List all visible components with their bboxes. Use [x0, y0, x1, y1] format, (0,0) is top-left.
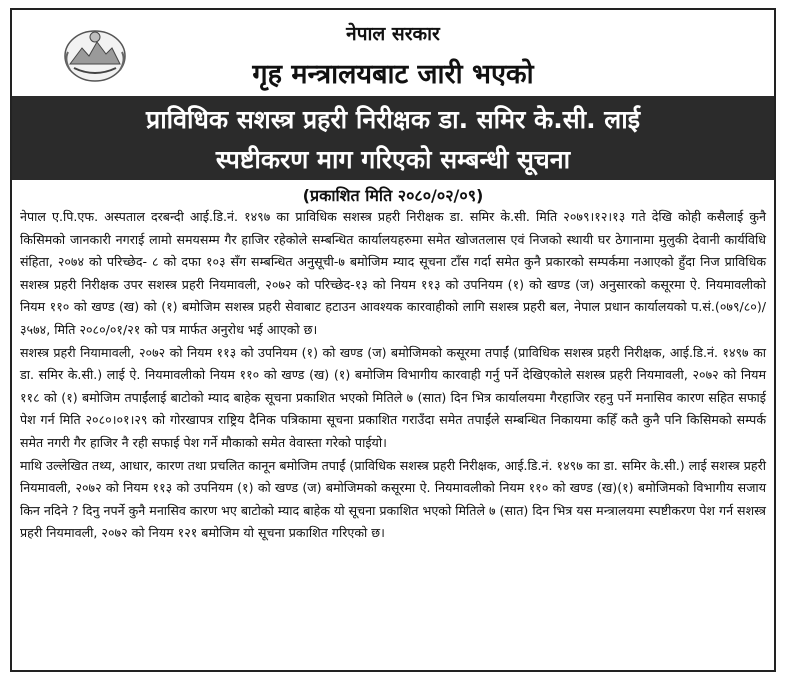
notice-title-line2: स्पष्टीकरण माग गरिएको सम्बन्धी सूचना [215, 145, 571, 174]
government-name: नेपाल सरकार [346, 23, 440, 45]
body-paragraph: सशस्त्र प्रहरी नियामावली, २०७२ को नियम ११३ को उपनियम (१) को खण्ड (ज) बमोजिमको कसूरमा तपाईं (प्राविधिक सशस्त्र प्रहरी निरीक्षक, आई.डि.नं. १४९७ का डा. समिर के.सी.) लाई ऐ. नियमावलीको नियम ११० को खण्ड (ख) (१) बमोजिम विभागीय कारवाही गर्नु पर्ने देखिएकोले सशस्त्र प्रहरी नियमावली, २०७२ को नियम ११८ को (१) बमोजिम तपाईंलाई बाटोको म्याद बाहेक सूचना प्रकाशित भएको मितिले ७ (सात) दिन भित्र कार्यालयमा गैरहाजिर रहनु पर्ने मनासिव कारण सहित सफाई पेश गर्न मिति २०८०।०१।२९ को गोरखापत्र राष्ट्रिय दैनिक पत्रिकामा सूचना प्रकाशित गराउँदा समेत तपाईंले सम्बन्धित निकायमा कहिँ कतै कुनै पनि किसिमको सम्पर्क समेत नगरी गैर हाजिर नै रही सफाई पेश गर्ने मौकाको समेत वेवास्ता गरेको पाईयो। [20, 344, 766, 450]
title-banner [12, 96, 774, 180]
issuing-ministry: गृह मन्त्रालयबाट जारी भएको [252, 59, 534, 90]
notice-box [10, 8, 776, 672]
body-paragraph: नेपाल ए.पि.एफ. अस्पताल दरबन्दी आई.डि.नं. १४९७ का प्राविधिक सशस्त्र प्रहरी निरीक्षक डा. समिर के.सी. मिति २०७९।१२।१३ गते देखि कोही कसैलाई कुनै किसिमको जानकारी नगराई लामो समयसम्म गैर हाजिर रहेकोले सम्बन्धित कार्यालयहरुमा समेत खोजतलास एवं निजको स्थायी घर ठेगानामा मुलुकी देवानी कार्यविधि संहिता, २०७४ को परिच्छेद- ८ को दफा १०३ सँग सम्बन्धित अनुसूची-७ बमोजिम म्याद सूचना टाँस गर्दा समेत कुनै प्रकारको सम्पर्कमा नआएको हुँदा निज प्राविधिक सशस्त्र प्रहरी निरीक्षक उपर सशस्त्र प्रहरी नियमावली, २०७२ को परिच्छेद-१३ को नियम ११३ को उपनियम (१) को खण्ड (ज) अनुसारको कसूरमा ऐ. नियमावलीको नियम ११० को खण्ड (ख) को (१) बमोजिम सशस्त्र प्रहरी सेवाबाट हटाउन आवश्यक कारवाहीको लागि सशस्त्र प्रहरी बल, नेपाल प्रधान कार्यालयको प.सं.(०७९/८०)/३५७४, मिति २०८०/०१/२१ को पत्र मार्फत अनुरोध भई आएको छ। [20, 209, 766, 337]
body-paragraph: माथि उल्लेखित तथ्य, आधार, कारण तथा प्रचलित कानून बमोजिम तपाईं (प्राविधिक सशस्त्र प्रहरी निरीक्षक, आई.डि.नं. १४९७ का डा. समिर के.सी.) लाई सशस्त्र प्रहरी नियमावली, २०७२ को नियम ११३ को उपनियम (१) को खण्ड (ज) बमोजिमको कसूरमा ऐ. नियमावलीको नियम ११० को खण्ड (ख)(१) बमोजिमको विभागीय सजाय किन नदिने ? दिनु नपर्ने कुनै मनासिव कारण भए बाटोको म्याद बाहेक यो सूचना प्रकाशित भएको मितिले ७ (सात) दिन भित्र यस मन्त्रालयमा स्पष्टीकरण पेश गर्न सशस्त्र प्रहरी नियमावली, २०७२ को नियम १२१ बमोजिम यो सूचना प्रकाशित गरिएको छ। [20, 457, 766, 541]
publication-date: (प्रकाशित मिति २०८०/०२/०९) [302, 186, 484, 205]
notice-body [20, 206, 766, 545]
notice-title-line1: प्राविधिक सशस्त्र प्रहरी निरीक्षक डा. समिर के.सी. लाई [145, 105, 641, 134]
